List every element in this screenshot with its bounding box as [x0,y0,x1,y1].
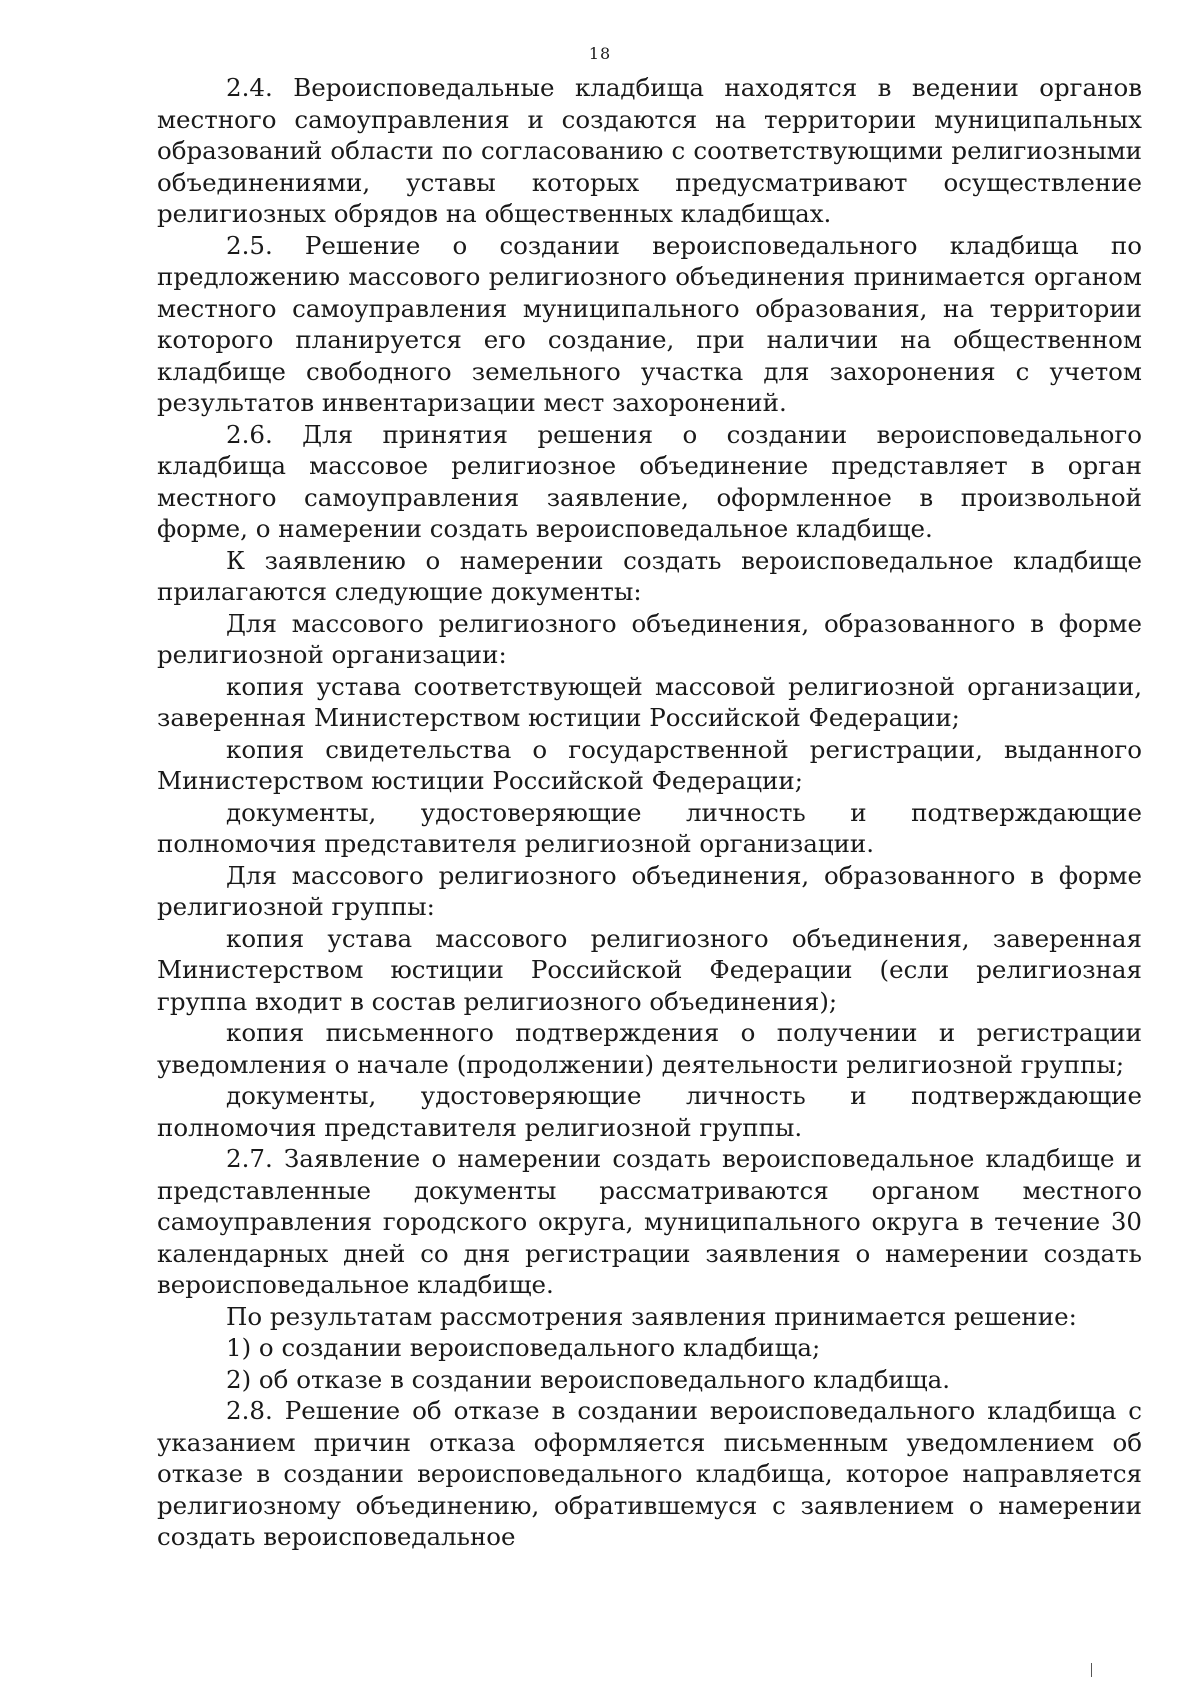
paragraph-2-5: 2.5. Решение о создании вероисповедального кладбища по предложению массового религиозного объединения принимается органом местного самоуправления муниципального образования, на территории которого планируется его создание, при наличии на общественном кладбище свободного земельного участка для захоронения с учетом результатов инвентаризации мест захоронений. [157,230,1142,417]
paragraph-decision-intro: По результатам рассмотрения заявления принимается решение: [226,1301,1077,1331]
list-item-decision-refuse: 2) об отказе в создании вероисповедального кладбища. [226,1364,950,1394]
page-number: 18 [588,44,612,63]
list-item-decision-create: 1) о создании вероисповедального кладбища; [226,1333,821,1362]
paragraph-2-8: 2.8. Решение об отказе в создании вероисповедального кладбища с указанием причин отказа оформляется письменным уведомлением об отказе в создании вероисповедального кладбища, которое направляется религиозному объединению, обратившемуся с заявлением о намерении создать вероисповедальное [157,1396,1142,1551]
paragraph-2-6: 2.6. Для принятия решения о создании вероисповедального кладбища массовое религиозное объединение представляет в орган местного самоуправления заявление, оформленное в произвольной форме, о намерении создать вероисповедальное кладбище. [157,419,1142,543]
paragraph-2-4: 2.4. Вероисповедальные кладбища находятся в ведении органов местного самоуправления и создаются на территории муниципальных образований области по согласованию с соответствующими религиозными объединениями, уставы которых предусматривают осуществление религиозных обрядов на общественных кладбищах. [157,73,1142,228]
paragraph-religious-organization-heading: Для массового религиозного объединения, образованного в форме религиозной организации: [157,608,1142,669]
paragraph-2-7: 2.7. Заявление о намерении создать вероисповедальное кладбище и представленные документы рассматриваются органом местного самоуправления городского округа, муниципального округа в течение 30 календарных дней со дня регистрации заявления о намерении создать вероисповедальное кладбище. [157,1144,1142,1299]
list-item-identity-documents-group: документы, удостоверяющие личность и подтверждающие полномочия представителя религиозной группы. [157,1081,1142,1142]
list-item-registration-certificate: копия свидетельства о государственной регистрации, выданного Министерством юстиции Российской Федерации; [157,734,1142,795]
paragraph-religious-group-heading: Для массового религиозного объединения, образованного в форме религиозной группы: [157,860,1142,921]
list-item-charter-copy: копия устава соответствующей массовой религиозной организации, заверенная Министерством юстиции Российской Федерации; [157,671,1142,732]
list-item-identity-documents-organization: документы, удостоверяющие личность и подтверждающие полномочия представителя религиозной организации. [157,797,1142,858]
list-item-notification-confirmation: копия письменного подтверждения о получении и регистрации уведомления о начале (продолжении) деятельности религиозной группы; [157,1018,1142,1079]
list-item-association-charter: копия устава массового религиозного объединения, заверенная Министерством юстиции Российской Федерации (если религиозная группа входит в состав религиозного объединения); [157,923,1142,1016]
paragraph-documents-intro: К заявлению о намерении создать вероисповедальное кладбище прилагаются следующие документы: [157,545,1142,606]
scan-margin-mark [1091,1663,1092,1677]
document-body [157,72,1142,1553]
